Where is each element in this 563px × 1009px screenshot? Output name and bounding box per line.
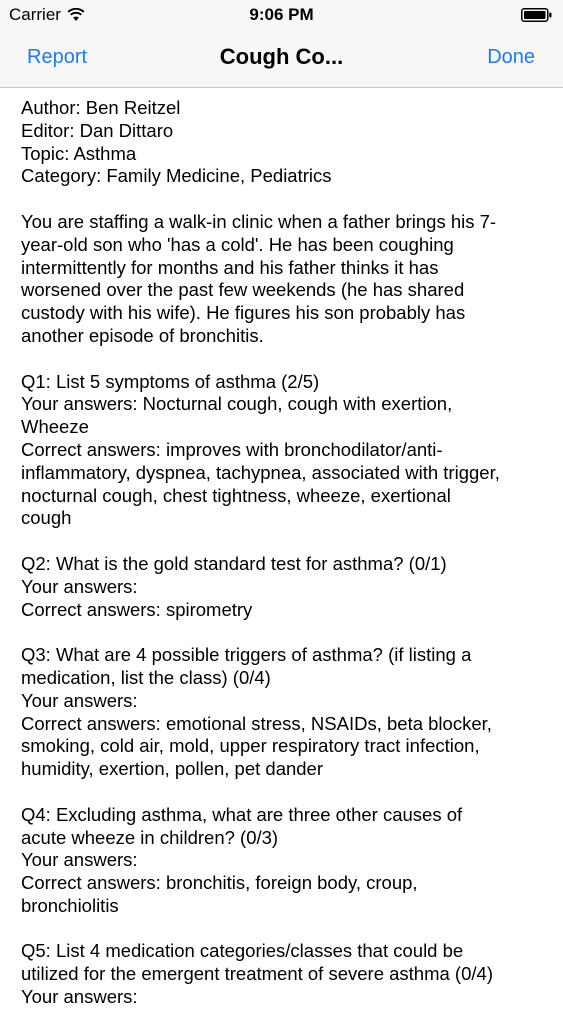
question-line: Your answers: (21, 689, 138, 711)
question-4 (21, 804, 546, 918)
question-line: cough (21, 507, 72, 529)
report-button[interactable]: Report (27, 46, 88, 68)
question-5 (21, 940, 546, 1008)
editor-line: Editor: Dan Dittaro (21, 119, 174, 141)
scenario-line: intermittently for months and his father thinks it has (21, 256, 439, 278)
question-line: Correct answers: emotional stress, NSAIDs, beta blocker, (21, 712, 492, 734)
question-line: humidity, exertion, pollen, pet dander (21, 758, 324, 780)
question-line: bronchiolitis (21, 894, 119, 916)
topic-line: Topic: Asthma (21, 142, 137, 164)
status-bar (0, 0, 563, 30)
author-line: Author: Ben Reitzel (21, 97, 181, 118)
question-line: Your answers: (21, 575, 138, 597)
done-button[interactable]: Done (487, 46, 535, 68)
question-line: Q2: What is the gold standard test for asthma? (0/1) (21, 552, 447, 574)
question-line: utilized for the emergent treatment of severe asthma (0/4) (21, 963, 493, 985)
question-2 (21, 553, 546, 621)
scenario-line: another episode of bronchitis. (21, 324, 264, 346)
question-line: Q1: List 5 symptoms of asthma (2/5) (21, 370, 320, 392)
case-meta (21, 97, 546, 188)
category-line: Category: Family Medicine, Pediatrics (21, 165, 332, 187)
scenario-line: worsened over the past few weekends (he has shared (21, 279, 465, 301)
question-line: Correct answers: improves with bronchodilator/anti- (21, 438, 443, 460)
question-line: Your answers: (21, 849, 138, 871)
case-scenario (21, 211, 546, 348)
question-line: medication, list the class) (0/4) (21, 666, 271, 688)
question-line: Wheeze (21, 416, 89, 438)
question-line: Your answers: Nocturnal cough, cough with exertion, (21, 393, 453, 415)
question-line: Q3: What are 4 possible triggers of asthma? (if listing a (21, 644, 472, 666)
question-line: acute wheeze in children? (0/3) (21, 826, 279, 848)
page-title: Cough Co... (219, 44, 344, 69)
scenario-line: year-old son who 'has a cold'. He has been coughing (21, 233, 454, 255)
question-line: Correct answers: spirometry (21, 598, 253, 620)
question-line: inflammatory, dyspnea, tachypnea, associated with trigger, (21, 461, 500, 483)
question-line: Correct answers: bronchitis, foreign body, croup, (21, 872, 418, 894)
question-3 (21, 644, 546, 781)
scenario-line: custody with his wife). He figures his son probably has (21, 302, 466, 324)
scenario-line: You are staffing a walk-in clinic when a father brings his 7- (21, 210, 497, 232)
question-line: Q5: List 4 medication categories/classes that could be (21, 940, 464, 962)
status-time: 9:06 PM (249, 5, 314, 24)
carrier-label: Carrier (9, 5, 61, 24)
navigation-bar (0, 30, 563, 88)
question-line: Your answers: (21, 986, 138, 1008)
question-line: Q4: Excluding asthma, what are three other causes of (21, 803, 463, 825)
question-line: nocturnal cough, chest tightness, wheeze, exertional (21, 484, 451, 506)
case-report-text (21, 97, 546, 1009)
battery-icon (521, 8, 553, 22)
question-line: smoking, cold air, mold, upper respiratory tract infection, (21, 735, 480, 757)
question-1 (21, 371, 546, 531)
